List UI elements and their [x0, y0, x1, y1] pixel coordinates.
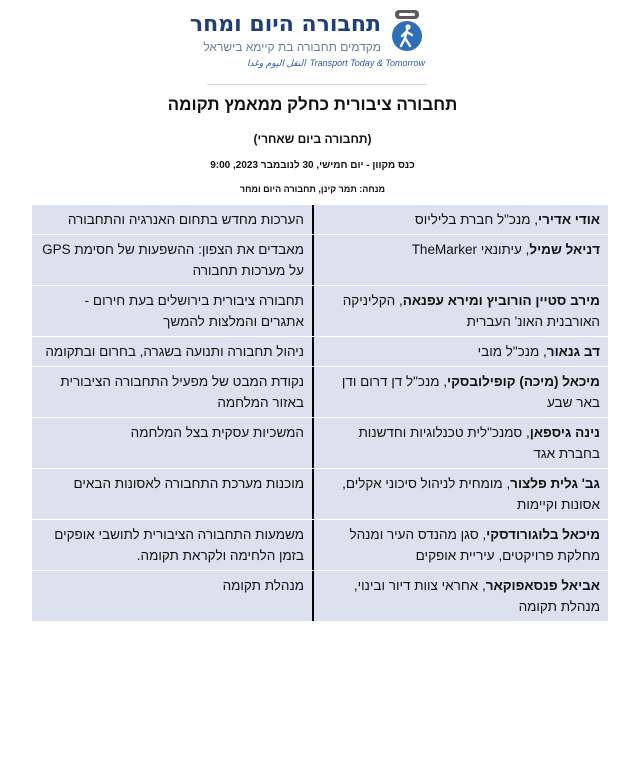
speaker-name: אודי אדירי [538, 212, 600, 227]
speaker-name: מיכאל (מיכה) קופילובסקי [447, 374, 600, 389]
page-subtitle: (תחבורה ביום שאחרי) [253, 132, 372, 146]
topic-cell: הערכות מחדש בתחום האנרגיה והתחבורה [32, 205, 312, 234]
speaker-role: , מומחית לניהול סיכוני אקלים, אסונות וקיימות [342, 476, 600, 512]
speaker-cell [312, 235, 608, 285]
speaker-role: , אחראי צוות דיור ובינוי, מנהלת תקומה [353, 578, 600, 614]
table-row [32, 367, 608, 418]
speaker-cell [312, 520, 608, 570]
topic-cell: ניהול תחבורה ותנועה בשגרה, בחרום ובתקומה [32, 337, 312, 366]
table-row [32, 286, 608, 337]
speaker-name: גב' גלית פלצור [510, 476, 600, 491]
event-info: כנס מקוון - יום חמישי, 30 לנובמבר 2023, 9:00 [210, 160, 415, 171]
logo-tagline [247, 58, 425, 69]
speaker-cell [312, 337, 608, 366]
pedestrian-bus-icon [389, 10, 425, 52]
speaker-cell [312, 367, 608, 417]
topic-cell: המשכיות עסקית בצל המלחמה [32, 418, 312, 468]
speaker-role: , מנכ"ל דן דרום ודן באר שבע [341, 374, 600, 410]
table-row [32, 469, 608, 520]
speaker-role: , סגן מהנדס העיר ומנהל מחלקת פרויקטים, עיריית אופקים [349, 527, 600, 563]
table-row [32, 205, 608, 235]
speaker-name: נינה גיספאן [529, 425, 600, 440]
speaker-name: מירב סטיין הורוביץ ומירא עפנאה [402, 293, 600, 308]
speaker-cell [312, 205, 608, 234]
logo-subtitle: מקדמים תחבורה בת קיימא בישראל [203, 40, 381, 54]
moderator-line: מנחה: תמר קינן, תחבורה היום ומחר [239, 184, 386, 194]
logo-english: Transport Today & Tomorrow [309, 58, 425, 68]
speaker-role: , מנכ"ל מובי [477, 344, 547, 359]
topic-cell: מאבדים את הצפון: ההשפעות של חסימת GPS על מערכות תחבורה [32, 235, 312, 285]
topic-cell: נקודת המבט של מפעיל התחבורה הציבורית באזור המלחמה [32, 367, 312, 417]
speaker-name: דב גנאור [546, 344, 600, 359]
speaker-name: מיכאל בלוגורודסקי [486, 527, 600, 542]
topic-cell: משמעות התחבורה הציבורית לתושבי אופקים בזמן הלחימה ולקראת תקומה. [32, 520, 312, 570]
speaker-name: אביאל פנסאפוקאר [485, 578, 600, 593]
table-row [32, 235, 608, 286]
topic-cell: מוכנות מערכת התחבורה לאסונות הבאים [32, 469, 312, 519]
page-title: תחבורה ציבורית כחלק ממאמץ תקומה [167, 95, 458, 114]
organization-logo [189, 8, 427, 83]
speaker-cell [312, 286, 608, 336]
table-row [32, 337, 608, 367]
speaker-role: , מנכ"ל חברת בליליוס [414, 212, 539, 227]
logo-arabic: النقل اليوم وغدا [246, 58, 306, 68]
logo-divider [207, 84, 427, 85]
topic-cell: מנהלת תקומה [32, 571, 312, 621]
table-row [32, 418, 608, 469]
logo-title: תחבורה היום ומחר [189, 12, 381, 37]
speaker-role: , הקליניקה האורבנית האונ' העברית [342, 293, 600, 329]
speaker-name: דניאל שמיל [529, 242, 600, 257]
speaker-role: , עיתונאי TheMarker [411, 242, 530, 257]
topic-cell: תחבורה ציבורית בירושלים בעת חירום - אתגרים והמלצות להמשך [32, 286, 312, 336]
speaker-role: , סמנכ"לית טכנלוגיות וחדשנות בחברת אגד [358, 425, 600, 461]
speaker-cell [312, 418, 608, 468]
speakers-table [32, 205, 608, 622]
table-row [32, 571, 608, 622]
speaker-cell [312, 469, 608, 519]
speaker-cell [312, 571, 608, 621]
table-row [32, 520, 608, 571]
